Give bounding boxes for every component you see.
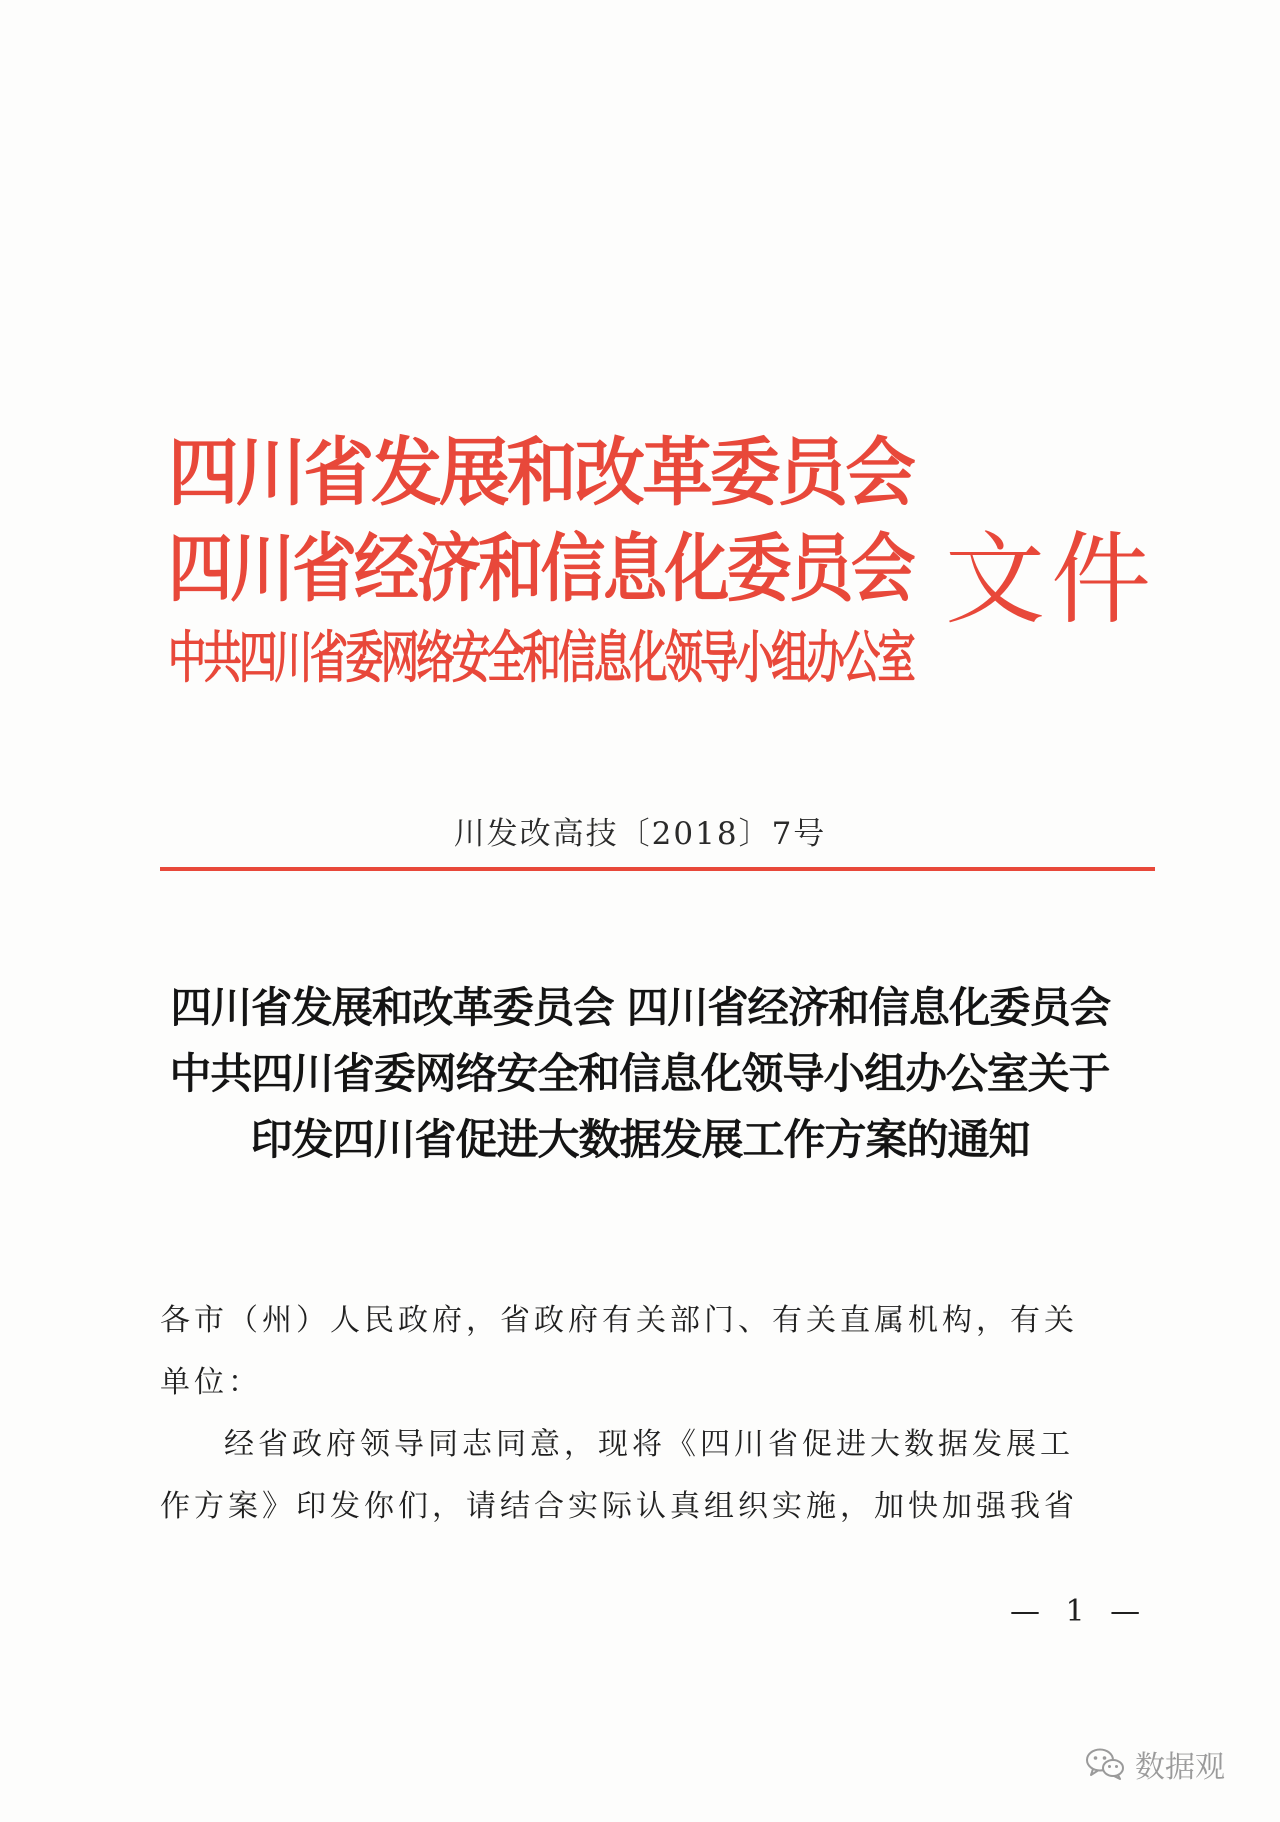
wechat-icon: [1085, 1747, 1125, 1781]
issuer-name-1: 四川省发展和改革委员会: [168, 430, 913, 516]
body-paragraph-line-2: 作方案》印发你们，请结合实际认真组织实施，加快加强我省: [160, 1489, 1078, 1524]
addressee-line-1: 各市（州）人民政府，省政府有关部门、有关直属机构，有关: [160, 1303, 1078, 1338]
watermark-text: 数据观: [1135, 1750, 1225, 1785]
document-body: [160, 1290, 1095, 1538]
issuer-name-3: 中共四川省委网络安全和信息化领导小组办公室: [168, 626, 913, 691]
document-type-label: 文件: [945, 521, 1157, 638]
issuer-name-2: 四川省经济和信息化委员会: [168, 526, 913, 612]
addressee-line-2: 单位：: [160, 1365, 262, 1400]
watermark: [1085, 1742, 1225, 1786]
title-line-2: 中共四川省委网络安全和信息化领导小组办公室关于: [169, 1049, 1111, 1098]
page-number: — 1 —: [1010, 1594, 1149, 1629]
document-title: [130, 975, 1150, 1173]
document-number: 川发改高技〔2018〕7号: [453, 816, 827, 852]
title-line-1: 四川省发展和改革委员会 四川省经济和信息化委员会: [170, 983, 1110, 1032]
body-paragraph-line-1: 经省政府领导同志同意，现将《四川省促进大数据发展工: [224, 1427, 1074, 1462]
title-line-3: 印发四川省促进大数据发展工作方案的通知: [250, 1115, 1030, 1164]
issuer-block: [168, 425, 928, 701]
red-divider-rule: [160, 867, 1155, 871]
